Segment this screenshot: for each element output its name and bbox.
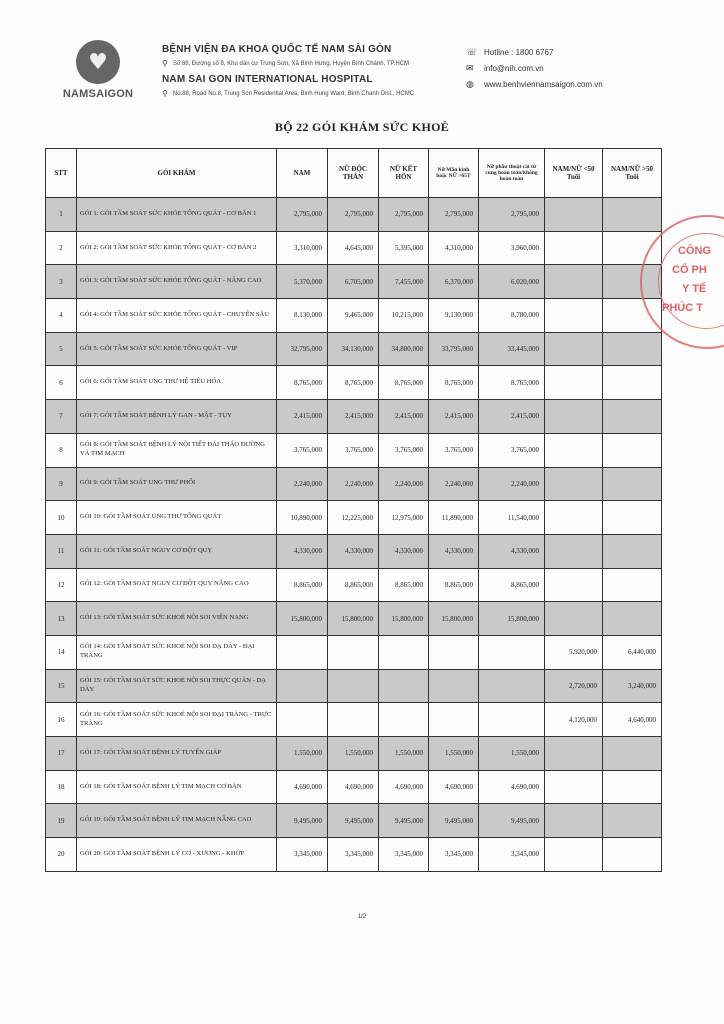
- price-single-female: 15,800,000: [328, 602, 379, 636]
- row-number: 17: [46, 737, 77, 771]
- price-under-50: [545, 501, 603, 535]
- price-over-50: [603, 332, 662, 366]
- price-married-female: 34,880,000: [379, 332, 429, 366]
- table-row: [46, 467, 662, 501]
- table-row: [46, 602, 662, 636]
- price-over-50: [603, 433, 662, 467]
- price-male: [277, 669, 328, 703]
- price-under-50: [545, 299, 603, 333]
- price-under-50: 4,120,000: [545, 703, 603, 737]
- price-single-female: 4,645,000: [328, 231, 379, 265]
- price-hysterectomy: 9,495,000: [479, 804, 545, 838]
- price-over-50: [603, 602, 662, 636]
- contact-info: [466, 44, 603, 92]
- price-under-50: [545, 332, 603, 366]
- price-single-female: 9,465,000: [328, 299, 379, 333]
- col-header-male: NAM: [277, 149, 328, 198]
- price-male: [277, 703, 328, 737]
- price-menopause: 3,345,000: [429, 838, 479, 872]
- price-menopause: 11,890,000: [429, 501, 479, 535]
- price-over-50: [603, 400, 662, 434]
- price-under-50: [545, 534, 603, 568]
- price-male: 3,765,000: [277, 433, 328, 467]
- price-married-female: 2,240,000: [379, 467, 429, 501]
- price-male: 10,890,000: [277, 501, 328, 535]
- row-number: 20: [46, 838, 77, 872]
- table-row: [46, 770, 662, 804]
- website: www.benhviennamsaigon.com.vn: [484, 79, 603, 89]
- price-single-female: 34,130,000: [328, 332, 379, 366]
- price-hysterectomy: [479, 703, 545, 737]
- hospital-info: [162, 44, 414, 98]
- price-under-50: [545, 568, 603, 602]
- price-over-50: [603, 770, 662, 804]
- price-hysterectomy: 3,765,000: [479, 433, 545, 467]
- price-married-female: 2,795,000: [379, 198, 429, 232]
- row-number: 3: [46, 265, 77, 299]
- price-under-50: [545, 231, 603, 265]
- price-married-female: 4,330,000: [379, 534, 429, 568]
- price-under-50: [545, 602, 603, 636]
- row-number: 13: [46, 602, 77, 636]
- price-single-female: [328, 703, 379, 737]
- row-number: 6: [46, 366, 77, 400]
- row-number: 5: [46, 332, 77, 366]
- price-male: 2,240,000: [277, 467, 328, 501]
- price-hysterectomy: 1,550,000: [479, 737, 545, 771]
- price-single-female: 4,330,000: [328, 534, 379, 568]
- row-number: 12: [46, 568, 77, 602]
- price-hysterectomy: [479, 669, 545, 703]
- package-name: GÓI 9: GÓI TẦM SOÁT UNG THƯ PHỔI: [77, 467, 277, 501]
- package-name: GÓI 19: GÓI TẦM SOÁT BỆNH LÝ TIM MẠCH NÂNG CAO: [77, 804, 277, 838]
- col-header-stt: STT: [46, 149, 77, 198]
- package-name: GÓI 1: GÓI TẦM SOÁT SỨC KHỎE TỔNG QUÁT - CƠ BẢN 1: [77, 198, 277, 232]
- price-hysterectomy: 15,800,000: [479, 602, 545, 636]
- price-married-female: 3,345,000: [379, 838, 429, 872]
- price-over-50: [603, 198, 662, 232]
- price-hysterectomy: 2,240,000: [479, 467, 545, 501]
- price-hysterectomy: 4,690,000: [479, 770, 545, 804]
- price-male: 15,800,000: [277, 602, 328, 636]
- price-single-female: 2,795,000: [328, 198, 379, 232]
- table-row: [46, 433, 662, 467]
- price-menopause: 8,765,000: [429, 366, 479, 400]
- table-row: [46, 332, 662, 366]
- package-name: GÓI 6: GÓI TẦM SOÁT UNG THƯ HỆ TIÊU HÓA: [77, 366, 277, 400]
- price-male: 3,310,000: [277, 231, 328, 265]
- price-hysterectomy: 2,795,000: [479, 198, 545, 232]
- price-married-female: 15,800,000: [379, 602, 429, 636]
- table-row: [46, 400, 662, 434]
- document-title: BỘ 22 GÓI KHÁM SỨC KHOẺ: [274, 120, 450, 134]
- price-married-female: 1,550,000: [379, 737, 429, 771]
- package-name: GÓI 2: GÓI TẦM SOÁT SỨC KHỎE TỔNG QUÁT - CƠ BẢN 2: [77, 231, 277, 265]
- price-male: 2,795,000: [277, 198, 328, 232]
- price-menopause: 9,495,000: [429, 804, 479, 838]
- price-male: 1,550,000: [277, 737, 328, 771]
- col-header-single-female: NỮ ĐỘC THÂN: [328, 149, 379, 198]
- price-male: 8,865,000: [277, 568, 328, 602]
- price-hysterectomy: 6,020,000: [479, 265, 545, 299]
- price-over-50: [603, 467, 662, 501]
- package-name: GÓI 4: GÓI TẦM SOÁT SỨC KHỎE TỔNG QUÁT - CHUYÊN SÂU: [77, 299, 277, 333]
- row-number: 7: [46, 400, 77, 434]
- price-menopause: 2,415,000: [429, 400, 479, 434]
- email-row: [466, 60, 603, 76]
- package-name: GÓI 5: GÓI TẦM SOÁT SỨC KHỎE TỔNG QUÁT - VIP: [77, 332, 277, 366]
- price-male: 5,370,000: [277, 265, 328, 299]
- row-number: 1: [46, 198, 77, 232]
- price-married-female: 3,765,000: [379, 433, 429, 467]
- row-number: 8: [46, 433, 77, 467]
- price-married-female: 12,975,000: [379, 501, 429, 535]
- price-under-50: [545, 198, 603, 232]
- package-name: GÓI 14: GÓI TẦM SOÁT SỨC KHOẺ NỘI SOI DẠ DÀY - ĐẠI TRÀNG: [77, 635, 277, 669]
- price-over-50: 4,640,000: [603, 703, 662, 737]
- price-menopause: 4,690,000: [429, 770, 479, 804]
- hotline: Hotline : 1800 6767: [484, 47, 554, 57]
- health-packages-table: [45, 148, 662, 872]
- package-name: GÓI 17: GÓI TẦM SOÁT BỆNH LÝ TUYẾN GIÁP: [77, 737, 277, 771]
- price-single-female: 3,765,000: [328, 433, 379, 467]
- package-name: GÓI 18: GÓI TẦM SOÁT BỆNH LÝ TIM MẠCH CƠ BẢN: [77, 770, 277, 804]
- row-number: 19: [46, 804, 77, 838]
- price-male: 8,765,000: [277, 366, 328, 400]
- table-row: [46, 703, 662, 737]
- address-en: No.88, Road No.8, Trung Son Residential Area, Binh Hung Ward, Binh Chanh Dist., HCMC: [172, 90, 415, 97]
- table-row: [46, 198, 662, 232]
- table-row: [46, 265, 662, 299]
- package-name: GÓI 3: GÓI TẦM SOÁT SỨC KHỎE TỔNG QUÁT - NÂNG CAO: [77, 265, 277, 299]
- price-single-female: 12,225,000: [328, 501, 379, 535]
- address-en-line: [162, 89, 414, 98]
- price-menopause: 2,240,000: [429, 467, 479, 501]
- price-under-50: [545, 400, 603, 434]
- price-menopause: 33,795,000: [429, 332, 479, 366]
- price-over-50: [603, 838, 662, 872]
- price-hysterectomy: 8,765,000: [479, 366, 545, 400]
- price-married-female: 4,690,000: [379, 770, 429, 804]
- address-vi-line: [162, 59, 414, 68]
- price-over-50: [603, 501, 662, 535]
- stamp-text: CÔNG: [678, 245, 711, 257]
- address-vi: Số 88, Đường số 8, Khu dân cư Trung Sơn, Xã Bình Hưng, Huyện Bình Chánh, TP.HCM: [172, 60, 410, 67]
- price-menopause: [429, 635, 479, 669]
- package-name: GÓI 20: GÓI TẦM SOÁT BỆNH LÝ CƠ - XƯƠNG - KHỚP: [77, 838, 277, 872]
- price-under-50: [545, 770, 603, 804]
- package-name: GÓI 11: GÓI TẦM SOÁT NGUY CƠ ĐỘT QUỴ: [77, 534, 277, 568]
- mail-icon: ✉: [466, 62, 474, 73]
- stamp-text: Y TẾ: [682, 283, 707, 295]
- table-row: [46, 669, 662, 703]
- email: info@nih.com.vn: [484, 63, 544, 73]
- price-under-50: [545, 467, 603, 501]
- stamp-text: CỔ PH: [672, 264, 707, 276]
- row-number: 14: [46, 635, 77, 669]
- price-menopause: 6,370,000: [429, 265, 479, 299]
- package-name: GÓI 15: GÓI TẦM SOÁT SỨC KHOẺ NỘI SOI THỰC QUẢN - DẠ DÀY: [77, 669, 277, 703]
- price-hysterectomy: 8,780,000: [479, 299, 545, 333]
- row-number: 18: [46, 770, 77, 804]
- location-pin-icon: ⚲: [162, 59, 168, 68]
- table-row: [46, 231, 662, 265]
- price-single-female: 6,705,000: [328, 265, 379, 299]
- row-number: 2: [46, 231, 77, 265]
- price-hysterectomy: 3,960,000: [479, 231, 545, 265]
- price-single-female: [328, 669, 379, 703]
- package-name: GÓI 8: GÓI TẦM SOÁT BỆNH LÝ NỘI TIẾT ĐÁI THÁO ĐƯỜNG VÀ TIM MẠCH: [77, 433, 277, 467]
- price-menopause: 15,800,000: [429, 602, 479, 636]
- price-male: 4,330,000: [277, 534, 328, 568]
- package-name: GÓI 13: GÓI TẦM SOÁT SỨC KHOẺ NỘI SOI VIÊN NANG: [77, 602, 277, 636]
- price-single-female: 3,345,000: [328, 838, 379, 872]
- price-single-female: 8,765,000: [328, 366, 379, 400]
- col-header-menopause: Nữ Mãn kinh hoặc NỮ >65T: [429, 149, 479, 198]
- price-over-50: [603, 534, 662, 568]
- price-married-female: [379, 703, 429, 737]
- price-hysterectomy: 4,330,000: [479, 534, 545, 568]
- row-number: 9: [46, 467, 77, 501]
- price-under-50: [545, 265, 603, 299]
- price-under-50: [545, 838, 603, 872]
- table-row: [46, 299, 662, 333]
- col-header-hysterectomy: Nữ phẫu thuật cắt tử cung hoàn toàn/không hoàn toàn: [479, 149, 545, 198]
- price-married-female: 8,765,000: [379, 366, 429, 400]
- price-male: [277, 635, 328, 669]
- price-married-female: 10,215,000: [379, 299, 429, 333]
- table-row: [46, 501, 662, 535]
- package-name: GÓI 10: GÓI TẦM SOÁT UNG THƯ TỔNG QUÁT: [77, 501, 277, 535]
- price-under-50: 2,720,000: [545, 669, 603, 703]
- package-name: GÓI 16: GÓI TẦM SOÁT SỨC KHOẺ NỘI SOI ĐẠI TRÀNG - TRỰC TRÀNG: [77, 703, 277, 737]
- price-male: 4,690,000: [277, 770, 328, 804]
- page-number: 1/2: [357, 914, 367, 920]
- hospital-logo: [58, 40, 138, 100]
- price-single-female: 1,550,000: [328, 737, 379, 771]
- price-menopause: 4,310,000: [429, 231, 479, 265]
- heart-hands-icon: ♥: [76, 40, 120, 84]
- price-under-50: 5,920,000: [545, 635, 603, 669]
- price-married-female: [379, 669, 429, 703]
- table-row: [46, 568, 662, 602]
- price-single-female: 2,415,000: [328, 400, 379, 434]
- hospital-name-en: NAM SAI GON INTERNATIONAL HOSPITAL: [162, 74, 373, 85]
- row-number: 15: [46, 669, 77, 703]
- table-header-row: [46, 149, 662, 198]
- price-male: 32,795,000: [277, 332, 328, 366]
- col-header-over-50: NAM/NỮ >50 Tuổi: [603, 149, 662, 198]
- hospital-name-vi: BỆNH VIỆN ĐA KHOA QUỐC TẾ NAM SÀI GÒN: [162, 44, 392, 55]
- price-hysterectomy: 3,345,000: [479, 838, 545, 872]
- price-menopause: 2,795,000: [429, 198, 479, 232]
- price-single-female: [328, 635, 379, 669]
- row-number: 10: [46, 501, 77, 535]
- price-single-female: 9,495,000: [328, 804, 379, 838]
- row-number: 11: [46, 534, 77, 568]
- price-under-50: [545, 737, 603, 771]
- price-menopause: 4,330,000: [429, 534, 479, 568]
- price-hysterectomy: 33,445,000: [479, 332, 545, 366]
- stamp-text: PHÚC T: [662, 302, 703, 314]
- price-married-female: 5,395,000: [379, 231, 429, 265]
- globe-icon: ◍: [466, 78, 474, 89]
- price-over-50: [603, 366, 662, 400]
- price-single-female: 2,240,000: [328, 467, 379, 501]
- price-over-50: [603, 804, 662, 838]
- col-header-under-50: NAM/NỮ <50 Tuổi: [545, 149, 603, 198]
- table-row: [46, 838, 662, 872]
- price-married-female: 9,495,000: [379, 804, 429, 838]
- col-header-package: GÓI KHÁM: [77, 149, 277, 198]
- table-row: [46, 804, 662, 838]
- table-row: [46, 635, 662, 669]
- price-menopause: 8,865,000: [429, 568, 479, 602]
- row-number: 16: [46, 703, 77, 737]
- price-married-female: 2,415,000: [379, 400, 429, 434]
- price-menopause: 3,765,000: [429, 433, 479, 467]
- price-hysterectomy: [479, 635, 545, 669]
- price-menopause: [429, 669, 479, 703]
- price-male: 3,345,000: [277, 838, 328, 872]
- price-over-50: 6,440,000: [603, 635, 662, 669]
- row-number: 4: [46, 299, 77, 333]
- location-pin-icon: ⚲: [162, 89, 168, 98]
- price-over-50: [603, 737, 662, 771]
- price-married-female: 8,865,000: [379, 568, 429, 602]
- price-under-50: [545, 433, 603, 467]
- price-male: 2,415,000: [277, 400, 328, 434]
- price-menopause: [429, 703, 479, 737]
- table-row: [46, 534, 662, 568]
- price-menopause: 1,550,000: [429, 737, 479, 771]
- price-single-female: 4,690,000: [328, 770, 379, 804]
- price-under-50: [545, 366, 603, 400]
- package-name: GÓI 7: GÓI TẦM SOÁT BỆNH LÝ GAN - MẬT - TỤY: [77, 400, 277, 434]
- table-row: [46, 366, 662, 400]
- price-male: 9,495,000: [277, 804, 328, 838]
- price-male: 8,130,000: [277, 299, 328, 333]
- phone-icon: ☏: [466, 46, 478, 57]
- package-name: GÓI 12: GÓI TẦM SOÁT NGUY CƠ ĐỘT QUỴ NÂNG CAO: [77, 568, 277, 602]
- col-header-married-female: NỮ KẾT HÔN: [379, 149, 429, 198]
- hotline-row: [466, 44, 603, 60]
- logo-text: NAMSAIGON: [62, 88, 134, 100]
- price-single-female: 8,865,000: [328, 568, 379, 602]
- price-hysterectomy: 2,415,000: [479, 400, 545, 434]
- price-married-female: 7,455,000: [379, 265, 429, 299]
- price-over-50: [603, 568, 662, 602]
- price-hysterectomy: 8,865,000: [479, 568, 545, 602]
- price-menopause: 9,130,000: [429, 299, 479, 333]
- price-under-50: [545, 804, 603, 838]
- price-hysterectomy: 11,540,000: [479, 501, 545, 535]
- website-row: [466, 76, 603, 92]
- price-married-female: [379, 635, 429, 669]
- price-over-50: 3,240,000: [603, 669, 662, 703]
- table-row: [46, 737, 662, 771]
